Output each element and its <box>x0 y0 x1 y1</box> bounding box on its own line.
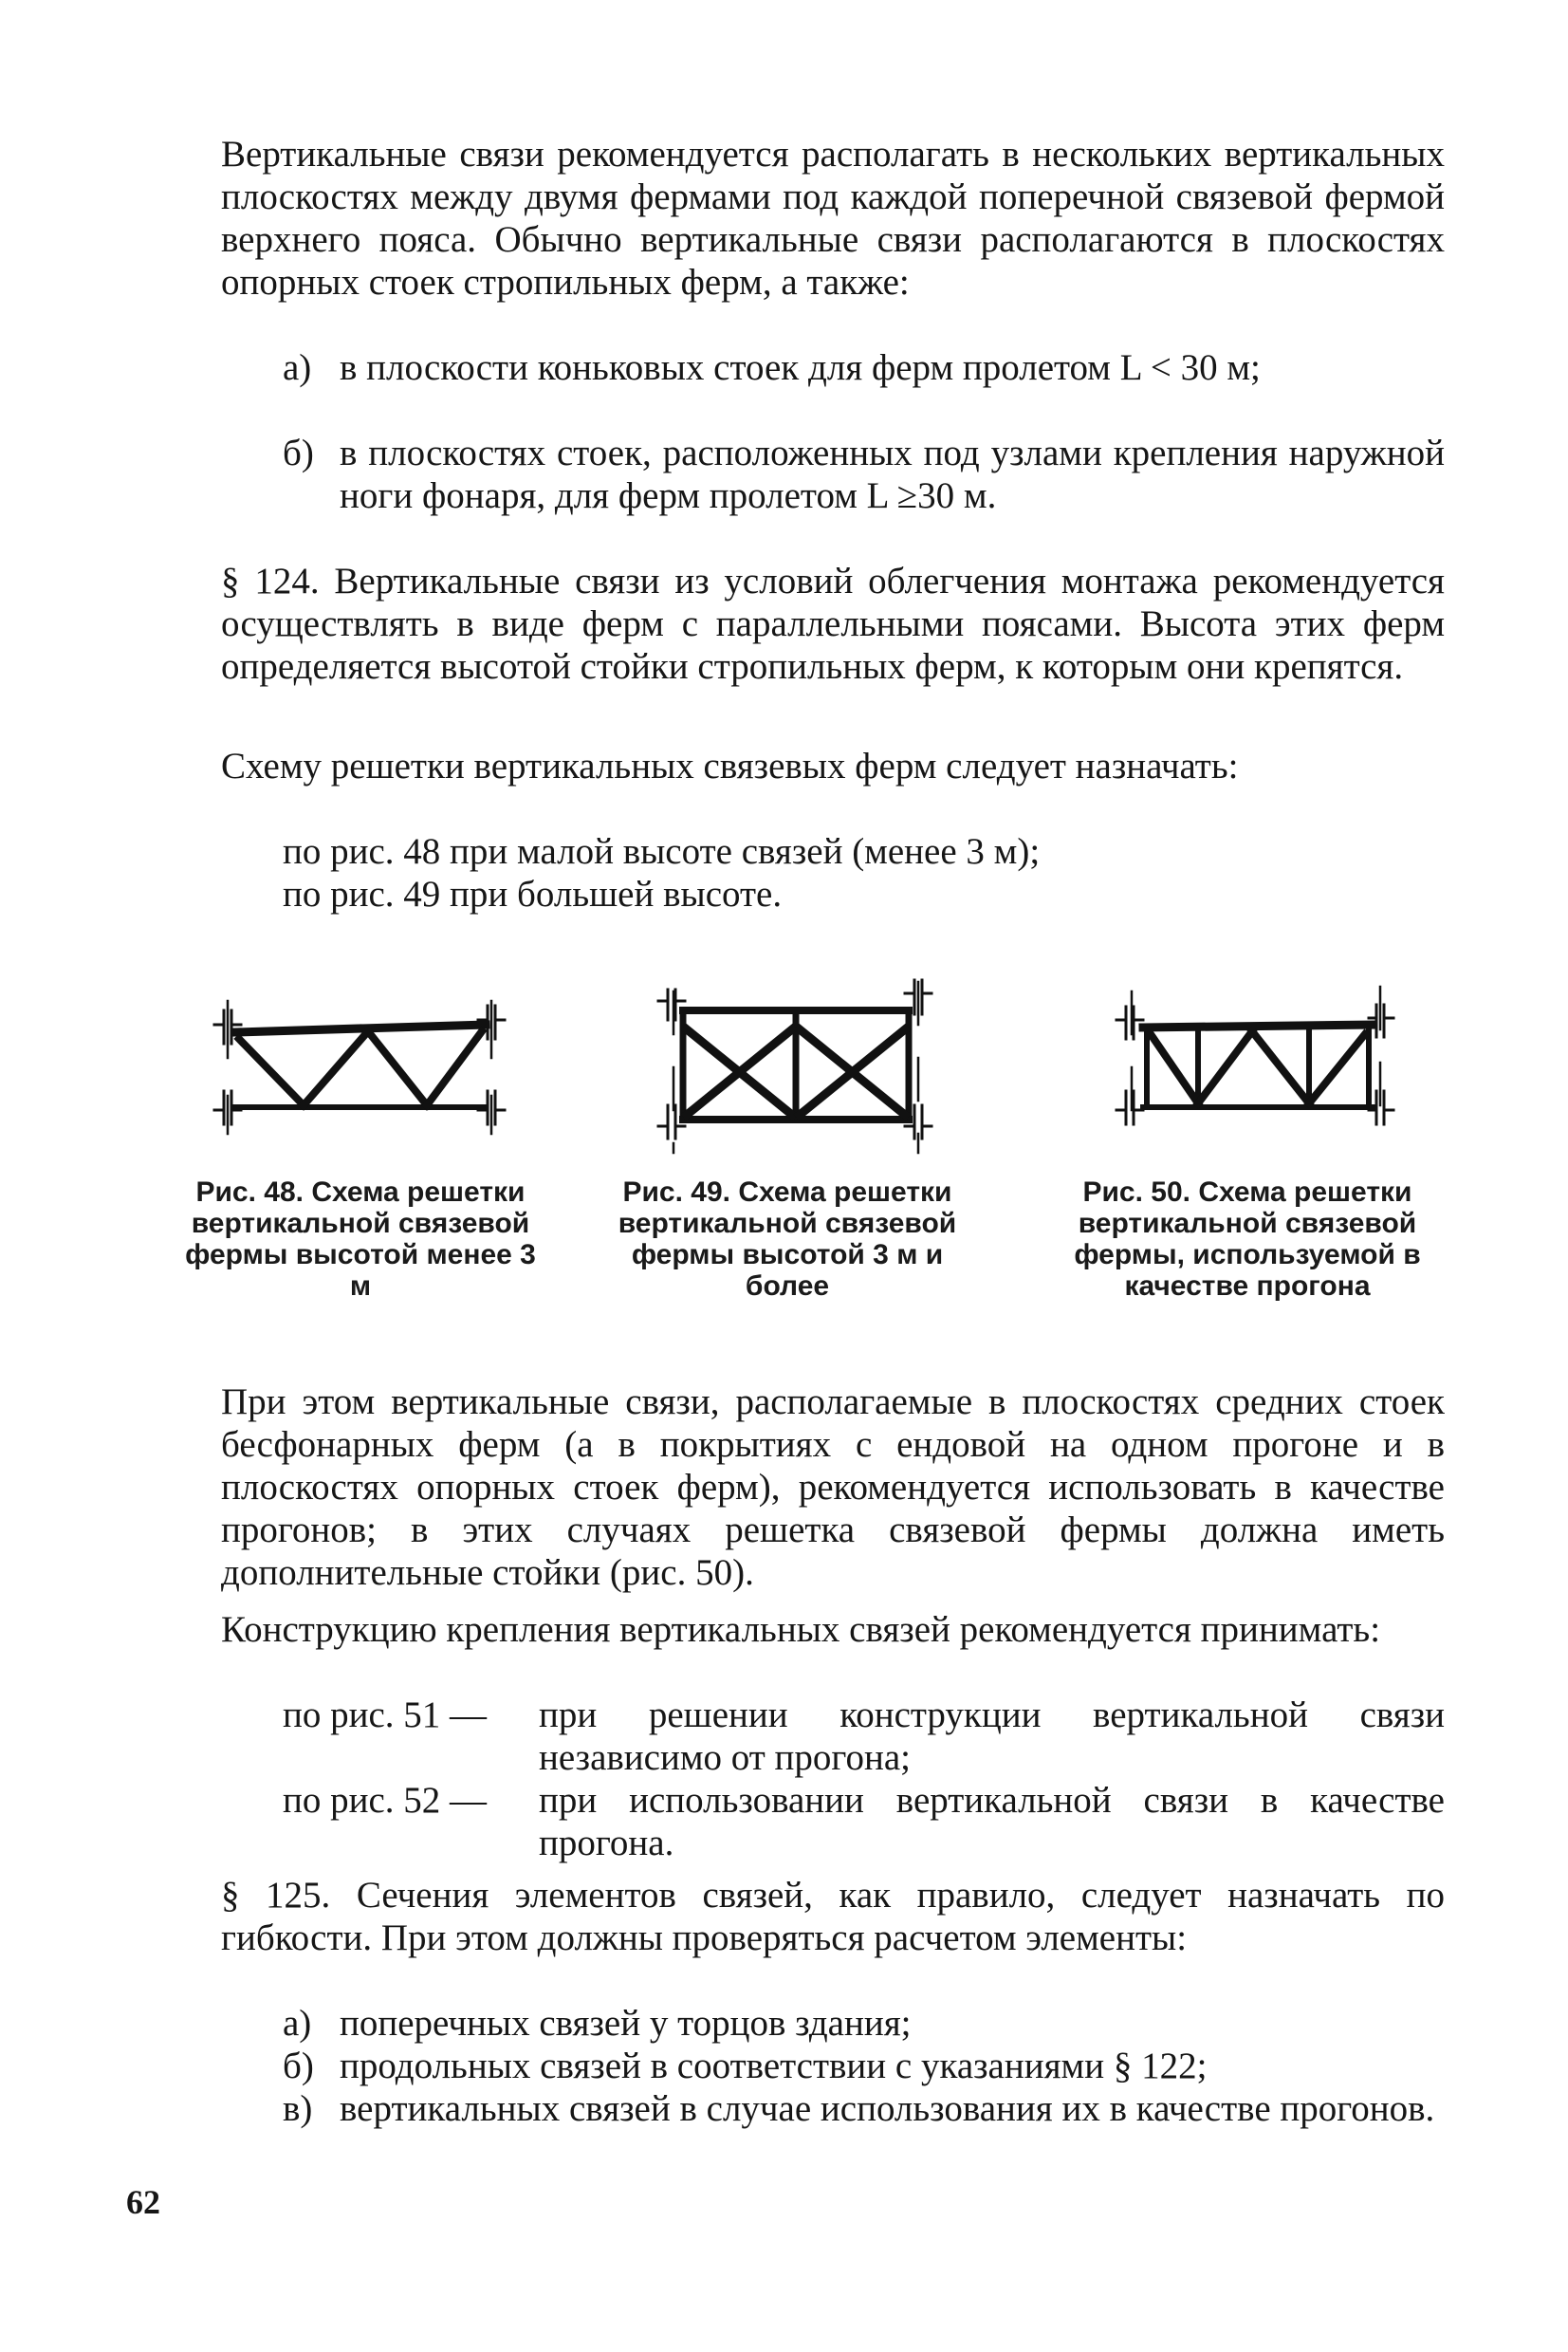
fastening-item-52 <box>283 1779 1445 1864</box>
list-item-text: поперечных связей у торцов здания; <box>340 2003 912 2044</box>
truss-diagram-fig49 <box>645 972 949 1162</box>
list-marker: а) <box>283 2003 312 2044</box>
figure-48 <box>199 972 522 1143</box>
scheme-list-item: по рис. 48 при малой высоте связей (менее 3 м); <box>283 831 1041 872</box>
figure-ref: по рис. 51 — <box>283 1695 488 1735</box>
scheme-list-item: по рис. 49 при большей высоте. <box>283 874 783 915</box>
list-item-text: в плоскостях стоек, расположенных под узлами крепления наружной ноги фонаря, для ферм пролетом L ≥30 м. <box>340 433 1445 516</box>
paragraph-section-125: § 125. Сечения элементов связей, как правило, следует назначать по гибкости. При этом должны проверяться расчетом элементы: <box>221 1875 1445 1958</box>
scheme-list <box>283 830 1445 916</box>
list-item-text: продольных связей в соответствии с указаниями § 122; <box>340 2046 1208 2086</box>
check-item-c <box>283 2087 1445 2173</box>
list-marker: б) <box>283 433 314 473</box>
list-marker: в) <box>283 2088 313 2129</box>
paragraph-purlin-usage: При этом вертикальные связи, располагаемые в плоскостях средних стоек бесфонарных ферм (а в покрытиях с ендовой на одном прогоне и в плоскостях опорных стоек ферм), рекомендуется использовать в качестве прогонов; в этих случаях решетка связевой фермы должна иметь дополнительные стойки (рис. 50). <box>221 1381 1445 1593</box>
fastening-item-text: при использовании вертикальной связи в качестве прогона. <box>539 1780 1445 1863</box>
check-item-b <box>283 2045 1445 2087</box>
page-number: 62 <box>126 2183 160 2221</box>
paragraph-section-124: § 124. Вертикальные связи из условий облегчения монтажа рекомендуется осуществлять в виде ферм с параллельными поясами. Высота этих ферм определяется высотой стойки стропильных ферм, к которым они крепятся. <box>221 561 1445 687</box>
figure-48-caption: Рис. 48. Схема решетки вертикальной связевой фермы высотой менее 3 м <box>185 1176 536 1302</box>
list-item-a <box>283 346 1445 432</box>
list-item-text: вертикальных связей в случае использования их в качестве прогонов. <box>340 2088 1435 2129</box>
check-item-a <box>283 2002 1445 2045</box>
list-marker: б) <box>283 2046 314 2086</box>
figures-row <box>171 972 1461 1352</box>
list-item-text: в плоскости коньковых стоек для ферм пролетом L < 30 м; <box>340 347 1261 388</box>
figure-49 <box>645 972 949 1162</box>
fastening-item-text: при решении конструкции вертикальной связи независимо от прогона; <box>539 1695 1445 1778</box>
paragraph-vertical-bracing: Вертикальные связи рекомендуется располагать в нескольких вертикальных плоскостях между двумя фермами под каждой поперечной связевой фермой верхнего пояса. Обычно вертикальные связи располагаются в плоскостях опорных стоек стропильных ферм, а также: <box>221 134 1445 303</box>
list-marker: а) <box>283 347 312 388</box>
figure-ref: по рис. 52 — <box>283 1780 488 1821</box>
figure-49-caption: Рис. 49. Схема решетки вертикальной связевой фермы высотой 3 м и более <box>618 1176 957 1302</box>
figure-50 <box>1096 972 1418 1143</box>
figure-50-caption: Рис. 50. Схема решетки вертикальной связевой фермы, используемой в качестве прогона <box>1074 1176 1421 1302</box>
truss-diagram-fig48 <box>199 972 522 1143</box>
truss-diagram-fig50 <box>1096 972 1418 1143</box>
paragraph-fastening-design: Конструкцию крепления вертикальных связей рекомендуется принимать: <box>221 1609 1381 1650</box>
list-item-b <box>283 432 1445 560</box>
paragraph-lattice-scheme: Схему решетки вертикальных связевых ферм следует назначать: <box>221 746 1239 787</box>
fastening-item-51 <box>283 1694 1445 1779</box>
